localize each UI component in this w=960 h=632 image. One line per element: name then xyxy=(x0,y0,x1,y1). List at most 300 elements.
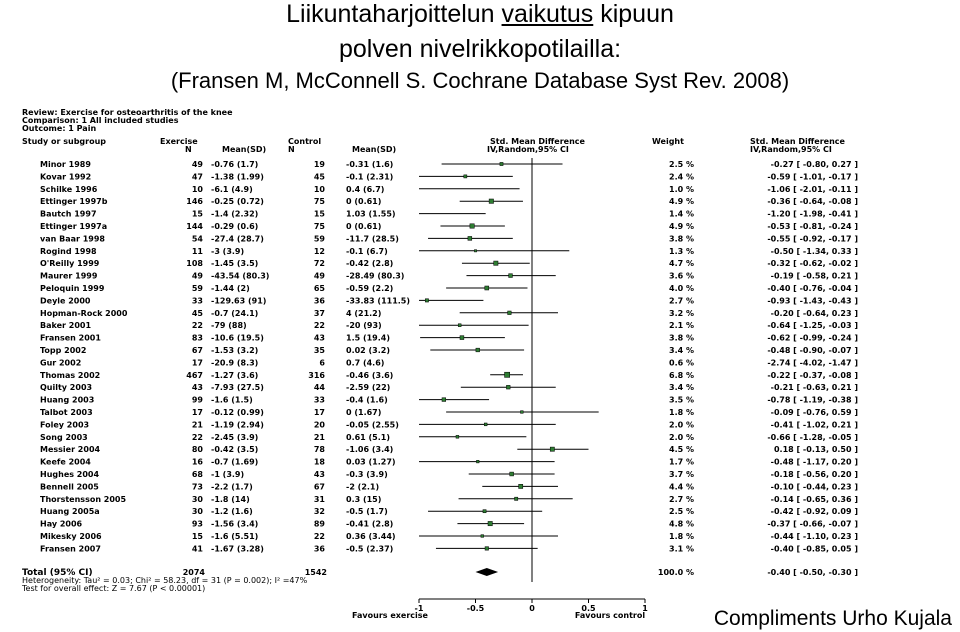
title-word-1: Liikuntaharjoittelun xyxy=(286,0,495,28)
study-weight: 2.0 % xyxy=(669,420,694,430)
control-mean-sd: 4 (21.2) xyxy=(346,308,382,318)
study-name: Huang 2005a xyxy=(40,507,100,517)
control-n: 22 xyxy=(313,532,325,541)
control-n: 18 xyxy=(313,457,325,467)
exercise-n: 54 xyxy=(191,234,203,244)
control-mean-sd: -0.31 (1.6) xyxy=(346,160,394,169)
column-header-study: Study or subgroup xyxy=(22,137,107,146)
exercise-mean-sd: -2.45 (3.9) xyxy=(211,432,259,442)
exercise-mean-sd: -0.7 (24.1) xyxy=(211,308,259,318)
column-header-control: Control xyxy=(288,137,322,146)
exercise-n: 144 xyxy=(186,222,203,231)
exercise-mean-sd: -2.2 (1.7) xyxy=(211,482,253,492)
study-weight: 3.1 % xyxy=(669,544,694,554)
effect-marker xyxy=(458,324,461,327)
study-ci-text: -0.19 [ -0.58, 0.21 ] xyxy=(770,271,858,281)
exercise-n: 33 xyxy=(191,296,203,306)
control-n: 20 xyxy=(313,420,325,430)
control-n: 36 xyxy=(313,296,325,306)
exercise-mean-sd: -1.45 (3.5) xyxy=(211,259,259,269)
x-tick-label: -1 xyxy=(414,604,424,613)
effect-marker xyxy=(476,348,480,352)
study-name: Mikesky 2006 xyxy=(40,532,102,541)
courtesy-note: Compliments Urho Kujala xyxy=(713,607,952,630)
study-row xyxy=(40,358,858,367)
exercise-mean-sd: -0.76 (1.7) xyxy=(211,160,259,169)
effect-marker xyxy=(464,175,467,178)
exercise-n: 59 xyxy=(191,284,203,293)
study-name: Topp 2002 xyxy=(40,346,87,355)
study-name: Messier 2004 xyxy=(40,445,101,455)
control-n: 49 xyxy=(313,271,325,281)
slide-title-line-2: polven nivelrikkopotilailla: xyxy=(338,35,622,63)
exercise-n: 15 xyxy=(191,209,203,219)
control-n: 59 xyxy=(313,234,325,244)
effect-marker xyxy=(481,535,484,538)
effect-marker xyxy=(550,447,554,451)
study-name: van Baar 1998 xyxy=(40,234,105,244)
effect-marker xyxy=(519,484,523,488)
exercise-mean-sd: -1.38 (1.99) xyxy=(211,172,264,182)
study-weight: 1.0 % xyxy=(669,184,694,194)
exercise-mean-sd: -43.54 (80.3) xyxy=(211,271,270,281)
exercise-mean-sd: -6.1 (4.9) xyxy=(211,184,253,194)
study-weight: 0.6 % xyxy=(669,358,694,368)
exercise-n: 17 xyxy=(191,408,203,417)
exercise-n: 15 xyxy=(191,532,203,541)
exercise-mean-sd: -0.29 (0.6) xyxy=(211,222,259,231)
control-mean-sd: -0.4 (1.6) xyxy=(346,395,388,405)
study-weight: 1.7 % xyxy=(669,457,694,467)
study-ci-text: -0.66 [ -1.28, -0.05 ] xyxy=(767,432,858,442)
study-ci-text: -0.93 [ -1.43, -0.43 ] xyxy=(767,296,858,306)
exercise-n: 467 xyxy=(186,370,203,380)
exercise-n: 16 xyxy=(191,457,203,467)
study-name: Bennell 2005 xyxy=(40,482,99,492)
exercise-mean-sd: -0.12 (0.99) xyxy=(211,408,264,417)
study-row xyxy=(40,507,858,516)
study-name: Bautch 1997 xyxy=(40,209,97,219)
study-row xyxy=(40,321,858,330)
exercise-n: 30 xyxy=(191,494,203,504)
column-header-exercise-mean-sd: Mean(SD) xyxy=(222,145,267,154)
study-row xyxy=(40,334,858,343)
exercise-n: 146 xyxy=(186,197,203,207)
control-n: 45 xyxy=(313,172,325,182)
exercise-n: 17 xyxy=(191,358,203,368)
study-row xyxy=(40,296,858,305)
effect-marker xyxy=(468,236,472,240)
study-ci-text: -0.40 [ -0.76, -0.04 ] xyxy=(767,284,858,293)
control-mean-sd: -0.1 (6.7) xyxy=(346,246,388,256)
column-header-exercise: Exercise xyxy=(160,137,198,146)
control-mean-sd: -11.7 (28.5) xyxy=(346,234,399,244)
pooled-diamond xyxy=(476,568,499,576)
study-rows xyxy=(40,160,858,553)
study-weight: 1.3 % xyxy=(669,246,694,256)
exercise-n: 41 xyxy=(191,544,203,554)
study-ci-text: -0.32 [ -0.62, -0.02 ] xyxy=(767,259,858,269)
study-row xyxy=(40,396,858,405)
control-mean-sd: -0.05 (2.55) xyxy=(346,420,399,430)
study-name: Ettinger 1997a xyxy=(40,222,108,231)
study-weight: 1.8 % xyxy=(669,532,694,541)
study-name: Talbot 2003 xyxy=(40,408,93,417)
control-n: 33 xyxy=(313,395,325,405)
review-label: Review: Exercise for osteoarthritis of the knee xyxy=(22,108,233,117)
exercise-n: 22 xyxy=(191,432,203,442)
title-word-3: kipuun xyxy=(600,0,674,28)
study-name: Song 2003 xyxy=(40,432,88,442)
study-ci-text: -0.36 [ -0.64, -0.08 ] xyxy=(767,197,858,207)
study-weight: 3.4 % xyxy=(669,383,694,393)
control-n: 65 xyxy=(313,284,325,293)
exercise-n: 10 xyxy=(191,184,203,194)
exercise-mean-sd: -10.6 (19.5) xyxy=(211,333,264,343)
exercise-n: 47 xyxy=(191,172,203,182)
study-ci-text: -0.64 [ -1.25, -0.03 ] xyxy=(767,321,858,331)
study-name: Keefe 2004 xyxy=(40,457,91,467)
study-row xyxy=(40,160,858,169)
study-row xyxy=(40,284,858,293)
effect-marker xyxy=(506,385,510,389)
x-tick-label: 1 xyxy=(642,604,648,613)
study-row xyxy=(40,470,858,479)
control-mean-sd: -0.1 (2.31) xyxy=(346,172,394,182)
study-name: Maurer 1999 xyxy=(40,271,98,281)
column-header-smd-right: Std. Mean Difference xyxy=(750,137,845,146)
column-header-control-mean-sd: Mean(SD) xyxy=(352,145,397,154)
effect-marker xyxy=(510,472,514,476)
study-name: Baker 2001 xyxy=(40,321,92,331)
control-n: 44 xyxy=(313,383,325,393)
exercise-n: 83 xyxy=(191,333,203,343)
study-name: Foley 2003 xyxy=(40,420,90,430)
exercise-n: 68 xyxy=(191,470,203,479)
effect-marker xyxy=(488,521,492,525)
study-ci-text: -0.27 [ -0.80, 0.27 ] xyxy=(770,160,858,169)
study-ci-text: -0.44 [ -1.10, 0.23 ] xyxy=(770,532,858,541)
effect-marker xyxy=(485,286,489,290)
control-mean-sd: 0.3 (15) xyxy=(346,494,382,504)
x-tick-label: -0.5 xyxy=(466,604,485,613)
study-weight: 6.8 % xyxy=(669,370,694,380)
control-n: 89 xyxy=(313,519,325,529)
study-ci-text: -1.06 [ -2.01, -0.11 ] xyxy=(767,184,858,194)
study-weight: 4.7 % xyxy=(669,259,694,269)
exercise-n: 93 xyxy=(191,519,203,529)
favours-control-label: Favours control xyxy=(574,611,646,620)
study-name: Thomas 2002 xyxy=(40,370,101,380)
favours-exercise-label: Favours exercise xyxy=(352,611,428,620)
study-ci-text: -0.50 [ -1.34, 0.33 ] xyxy=(770,246,858,256)
study-name: Schilke 1996 xyxy=(40,184,98,194)
column-header-exercise-n: N xyxy=(185,145,192,154)
study-weight: 3.8 % xyxy=(669,333,694,343)
exercise-mean-sd: -1.19 (2.94) xyxy=(211,420,264,430)
study-weight: 3.8 % xyxy=(669,234,694,244)
control-n: 22 xyxy=(313,321,325,331)
forest-plot xyxy=(0,104,960,626)
study-ci-text: -0.48 [ -1.17, 0.20 ] xyxy=(770,457,858,467)
control-n: 21 xyxy=(313,432,325,442)
exercise-mean-sd: -1.6 (1.5) xyxy=(211,395,253,405)
effect-marker xyxy=(483,510,486,513)
study-weight: 2.5 % xyxy=(669,507,694,517)
study-weight: 2.7 % xyxy=(669,494,694,504)
control-n: 19 xyxy=(313,160,325,169)
study-weight: 3.7 % xyxy=(669,470,694,479)
exercise-mean-sd: -1.44 (2) xyxy=(211,284,250,293)
study-ci-text: 0.18 [ -0.13, 0.50 ] xyxy=(773,445,858,455)
total-label: Total (95% CI) xyxy=(22,568,93,578)
effect-marker xyxy=(476,460,479,463)
title-word-2: vaikutus xyxy=(501,0,594,28)
exercise-mean-sd: -27.4 (28.7) xyxy=(211,234,264,244)
study-ci-text: -0.21 [ -0.63, 0.21 ] xyxy=(770,383,858,393)
control-n: 75 xyxy=(313,222,325,231)
study-row xyxy=(40,309,858,318)
control-mean-sd: -0.41 (2.8) xyxy=(346,519,394,529)
control-mean-sd: 0 (0.61) xyxy=(346,197,382,207)
study-ci-text: -0.40 [ -0.85, 0.05 ] xyxy=(770,544,858,554)
control-n: 32 xyxy=(313,507,325,517)
control-mean-sd: -28.49 (80.3) xyxy=(346,271,405,281)
study-weight: 3.5 % xyxy=(669,395,694,405)
comparison-label: Comparison: 1 All included studies xyxy=(22,116,179,125)
study-ci-text: -0.78 [ -1.19, -0.38 ] xyxy=(767,395,858,405)
study-name: Hay 2006 xyxy=(40,519,83,529)
study-row xyxy=(40,346,858,355)
exercise-n: 99 xyxy=(191,395,203,405)
column-header-smd-method-right: IV,Random,95% CI xyxy=(750,145,832,154)
exercise-mean-sd: -1.67 (3.28) xyxy=(211,544,264,554)
control-n: 67 xyxy=(313,482,325,492)
study-row xyxy=(40,495,858,504)
study-name: Peloquin 1999 xyxy=(40,284,105,293)
total-n-exercise: 2074 xyxy=(182,568,205,577)
exercise-mean-sd: -7.93 (27.5) xyxy=(211,383,264,393)
study-row xyxy=(40,259,858,268)
study-name: Deyle 2000 xyxy=(40,296,91,306)
outcome-label: Outcome: 1 Pain xyxy=(22,124,97,133)
exercise-mean-sd: -1.8 (14) xyxy=(211,494,250,504)
exercise-mean-sd: -1.56 (3.4) xyxy=(211,519,259,529)
exercise-n: 73 xyxy=(191,482,203,492)
exercise-n: 49 xyxy=(191,160,203,169)
control-n: 36 xyxy=(313,544,325,554)
overall-effect-text: Test for overall effect: Z = 7.67 (P < 0.00001) xyxy=(22,584,206,593)
study-row xyxy=(40,234,858,243)
exercise-mean-sd: -1.4 (2.32) xyxy=(211,209,259,219)
exercise-n: 45 xyxy=(191,308,203,318)
study-name: Minor 1989 xyxy=(40,160,91,169)
control-n: 316 xyxy=(308,370,325,380)
study-row xyxy=(40,482,858,491)
control-mean-sd: 1.03 (1.55) xyxy=(346,209,396,219)
control-n: 35 xyxy=(313,346,325,355)
control-mean-sd: -1.06 (3.4) xyxy=(346,445,394,455)
study-name: Ettinger 1997b xyxy=(40,197,108,207)
effect-marker xyxy=(474,250,476,252)
effect-marker xyxy=(460,336,464,340)
effect-marker xyxy=(484,423,487,426)
study-row xyxy=(40,458,858,467)
study-row xyxy=(40,520,858,529)
study-name: Rogind 1998 xyxy=(40,246,97,256)
x-tick-label: 0.5 xyxy=(581,604,596,613)
effect-marker xyxy=(505,372,510,377)
control-n: 78 xyxy=(313,445,325,455)
study-ci-text: -0.14 [ -0.65, 0.36 ] xyxy=(770,494,858,504)
control-mean-sd: -2 (2.1) xyxy=(346,482,380,492)
study-row xyxy=(40,247,858,256)
study-row xyxy=(40,185,858,194)
study-name: Hughes 2004 xyxy=(40,470,100,479)
effect-marker xyxy=(508,311,512,315)
effect-marker xyxy=(509,274,513,278)
control-n: 72 xyxy=(313,259,325,269)
study-row xyxy=(40,383,858,392)
study-row xyxy=(40,210,858,219)
exercise-n: 11 xyxy=(191,246,203,256)
exercise-mean-sd: -1.6 (5.51) xyxy=(211,532,259,541)
study-weight: 2.0 % xyxy=(669,432,694,442)
study-ci-text: -0.37 [ -0.66, -0.07 ] xyxy=(767,519,858,529)
exercise-n: 22 xyxy=(191,321,203,331)
control-mean-sd: 0 (1.67) xyxy=(346,408,382,417)
effect-marker xyxy=(520,411,523,414)
study-row xyxy=(40,433,858,442)
control-mean-sd: -20 (93) xyxy=(346,321,382,331)
effect-marker xyxy=(442,398,446,402)
control-mean-sd: -0.59 (2.2) xyxy=(346,284,394,293)
control-n: 43 xyxy=(313,333,325,343)
study-weight: 4.8 % xyxy=(669,519,694,529)
control-n: 6 xyxy=(319,358,325,368)
study-name: Gur 2002 xyxy=(40,358,82,368)
control-mean-sd: -0.3 (3.9) xyxy=(346,470,388,479)
study-ci-text: -1.20 [ -1.98, -0.41 ] xyxy=(767,209,858,219)
control-mean-sd: 0.36 (3.44) xyxy=(346,532,396,541)
study-ci-text: -0.09 [ -0.76, 0.59 ] xyxy=(770,408,858,417)
exercise-mean-sd: -1.53 (3.2) xyxy=(211,346,259,355)
study-ci-text: -0.10 [ -0.44, 0.23 ] xyxy=(770,482,858,492)
effect-marker xyxy=(489,199,493,203)
effect-marker xyxy=(515,497,518,500)
study-row xyxy=(40,172,858,181)
study-ci-text: -2.74 [ -4.02, -1.47 ] xyxy=(767,358,858,368)
exercise-mean-sd: -0.7 (1.69) xyxy=(211,457,259,467)
study-weight: 2.4 % xyxy=(669,172,694,182)
control-mean-sd: 0 (0.61) xyxy=(346,222,382,231)
study-weight: 4.9 % xyxy=(669,222,694,231)
effect-marker xyxy=(456,435,459,438)
study-weight: 4.4 % xyxy=(669,482,694,492)
study-weight: 2.7 % xyxy=(669,296,694,306)
control-mean-sd: -0.5 (1.7) xyxy=(346,507,388,517)
study-weight: 1.4 % xyxy=(669,209,694,219)
x-tick-label: 0 xyxy=(529,604,535,613)
exercise-mean-sd: -20.9 (8.3) xyxy=(211,358,259,368)
study-weight: 3.4 % xyxy=(669,346,694,355)
control-mean-sd: -0.46 (3.6) xyxy=(346,370,394,380)
total-n-control: 1542 xyxy=(304,568,327,577)
study-weight: 1.8 % xyxy=(669,408,694,417)
control-mean-sd: -0.42 (2.8) xyxy=(346,259,394,269)
control-mean-sd: -0.5 (2.37) xyxy=(346,544,394,554)
study-ci-text: -0.48 [ -0.90, -0.07 ] xyxy=(767,346,858,355)
exercise-mean-sd: -79 (88) xyxy=(211,321,247,331)
control-mean-sd: -2.59 (22) xyxy=(346,383,391,393)
study-name: Thorstensson 2005 xyxy=(40,494,127,504)
study-name: Quilty 2003 xyxy=(40,383,93,393)
exercise-mean-sd: -0.42 (3.5) xyxy=(211,445,259,455)
study-row xyxy=(40,532,858,541)
study-weight: 2.1 % xyxy=(669,321,694,331)
control-mean-sd: 0.4 (6.7) xyxy=(346,184,385,194)
total-weight: 100.0 % xyxy=(657,568,694,577)
control-mean-sd: -33.83 (111.5) xyxy=(346,296,411,306)
study-row xyxy=(40,420,858,429)
exercise-n: 30 xyxy=(191,507,203,517)
study-ci-text: -0.42 [ -0.92, 0.09 ] xyxy=(770,507,858,517)
exercise-n: 49 xyxy=(191,271,203,281)
exercise-mean-sd: -129.63 (91) xyxy=(211,296,267,306)
exercise-mean-sd: -3 (3.9) xyxy=(211,246,245,256)
study-name: O'Reilly 1999 xyxy=(40,259,100,269)
study-ci-text: -0.62 [ -0.99, -0.24 ] xyxy=(767,333,858,343)
study-ci-text: -0.41 [ -1.02, 0.21 ] xyxy=(770,420,858,430)
exercise-mean-sd: -1.2 (1.6) xyxy=(211,507,253,517)
column-header-control-n: N xyxy=(288,145,295,154)
study-ci-text: -0.53 [ -0.81, -0.24 ] xyxy=(767,222,858,231)
study-weight: 4.9 % xyxy=(669,197,694,207)
exercise-n: 80 xyxy=(191,445,203,455)
exercise-mean-sd: -1.27 (3.6) xyxy=(211,370,259,380)
study-weight: 4.5 % xyxy=(669,445,694,455)
effect-marker xyxy=(494,261,498,265)
column-header-smd-method: IV,Random,95% CI xyxy=(487,145,569,154)
exercise-n: 21 xyxy=(191,420,203,430)
control-n: 37 xyxy=(313,308,325,318)
effect-marker xyxy=(500,162,503,165)
control-n: 10 xyxy=(313,184,325,194)
control-mean-sd: 0.03 (1.27) xyxy=(346,457,396,467)
control-mean-sd: 1.5 (19.4) xyxy=(346,333,391,343)
control-n: 43 xyxy=(313,470,325,479)
study-row xyxy=(40,272,858,281)
exercise-n: 43 xyxy=(191,383,203,393)
study-weight: 4.0 % xyxy=(669,284,694,293)
control-mean-sd: 0.7 (4.6) xyxy=(346,358,385,368)
study-ci-text: -0.55 [ -0.92, -0.17 ] xyxy=(767,234,858,244)
exercise-n: 67 xyxy=(191,346,203,355)
control-n: 75 xyxy=(313,197,325,207)
citation-line: (Fransen M, McConnell S. Cochrane Database Syst Rev. 2008) xyxy=(170,68,790,93)
effect-marker xyxy=(425,299,428,302)
study-ci-text: -0.18 [ -0.56, 0.20 ] xyxy=(770,470,858,479)
control-n: 31 xyxy=(313,494,325,504)
study-weight: 2.5 % xyxy=(669,160,694,169)
effect-marker xyxy=(485,547,489,551)
study-row xyxy=(40,371,858,380)
study-name: Fransen 2001 xyxy=(40,333,101,343)
study-name: Hopman-Rock 2000 xyxy=(40,308,128,318)
study-weight: 3.2 % xyxy=(669,308,694,318)
exercise-n: 108 xyxy=(186,259,203,269)
study-ci-text: -0.20 [ -0.64, 0.23 ] xyxy=(770,308,858,318)
